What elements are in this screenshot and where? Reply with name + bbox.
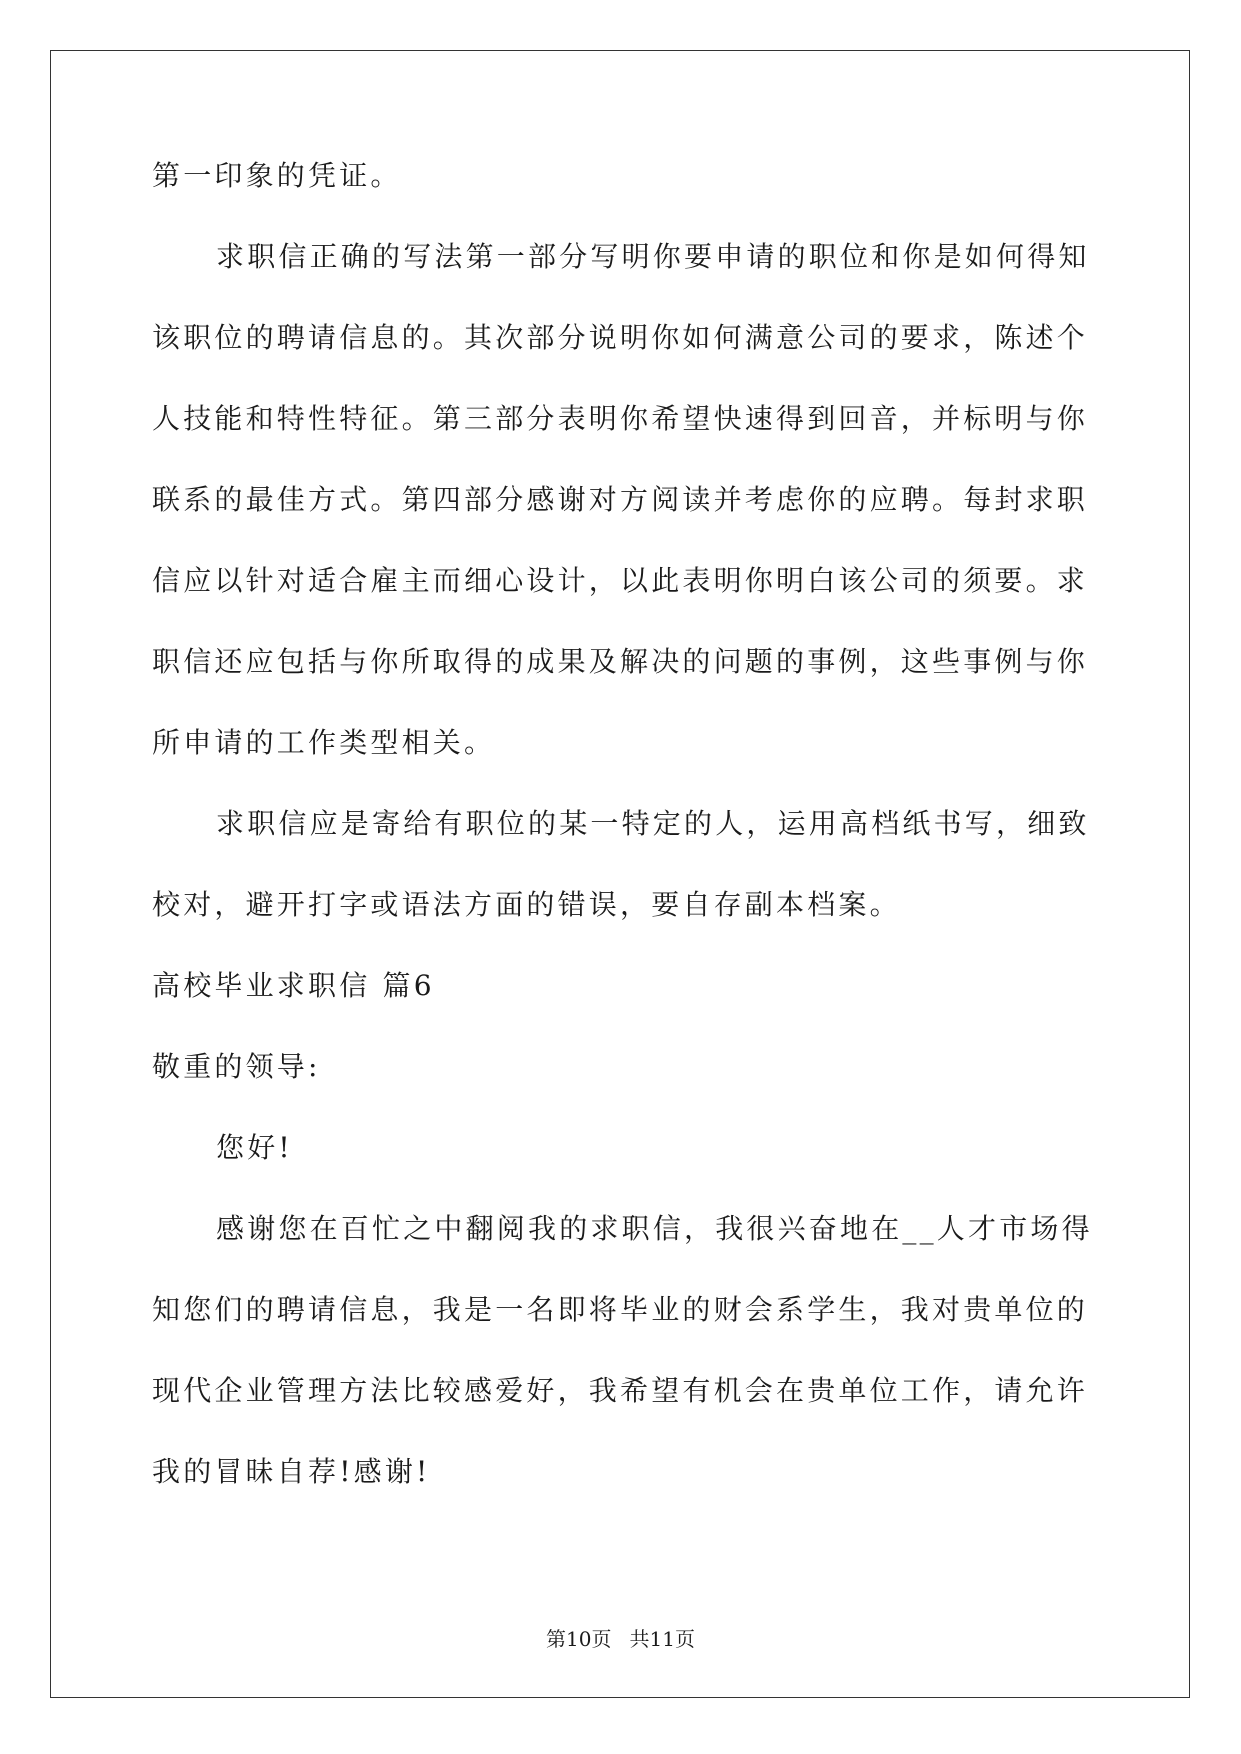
text-line: 人技能和特性特征。第三部分表明你希望快速得到回音，并标明与你 <box>152 402 1089 435</box>
text-line: 校对，避开打字或语法方面的错误，要自存副本档案。 <box>152 888 901 921</box>
section-heading: 高校毕业求职信 篇6 <box>152 969 435 1002</box>
text-line: 感谢您在百忙之中翻阅我的求职信，我很兴奋地在__人才市场得 <box>216 1212 1093 1245</box>
text-line: 求职信应是寄给有职位的某一特定的人，运用高档纸书写，细致 <box>216 807 1090 840</box>
text-line: 信应以针对适合雇主而细心设计，以此表明你明白该公司的须要。求 <box>152 564 1089 597</box>
text-line: 求职信正确的写法第一部分写明你要申请的职位和你是如何得知 <box>216 240 1090 273</box>
document-body <box>152 156 1093 1533</box>
page-footer <box>0 1626 1241 1652</box>
total-pages: 共11页 <box>629 1627 695 1651</box>
text-line: 知您们的聘请信息，我是一名即将毕业的财会系学生，我对贵单位的 <box>152 1293 1089 1326</box>
greeting: 您好! <box>216 1131 293 1164</box>
text-line: 现代企业管理方法比较感爱好，我希望有机会在贵单位工作，请允许 <box>152 1374 1089 1407</box>
text-line: 职信还应包括与你所取得的成果及解决的问题的事例，这些事例与你 <box>152 645 1089 678</box>
current-page-number: 第10页 <box>546 1627 612 1651</box>
salutation: 敬重的领导: <box>152 1050 321 1083</box>
text-line: 所申请的工作类型相关。 <box>152 726 496 759</box>
text-line: 该职位的聘请信息的。其次部分说明你如何满意公司的要求，陈述个 <box>152 321 1089 354</box>
text-line: 第一印象的凭证。 <box>152 159 402 192</box>
text-line: 我的冒昧自荐!感谢! <box>152 1455 431 1488</box>
text-line: 联系的最佳方式。第四部分感谢对方阅读并考虑你的应聘。每封求职 <box>152 483 1089 516</box>
